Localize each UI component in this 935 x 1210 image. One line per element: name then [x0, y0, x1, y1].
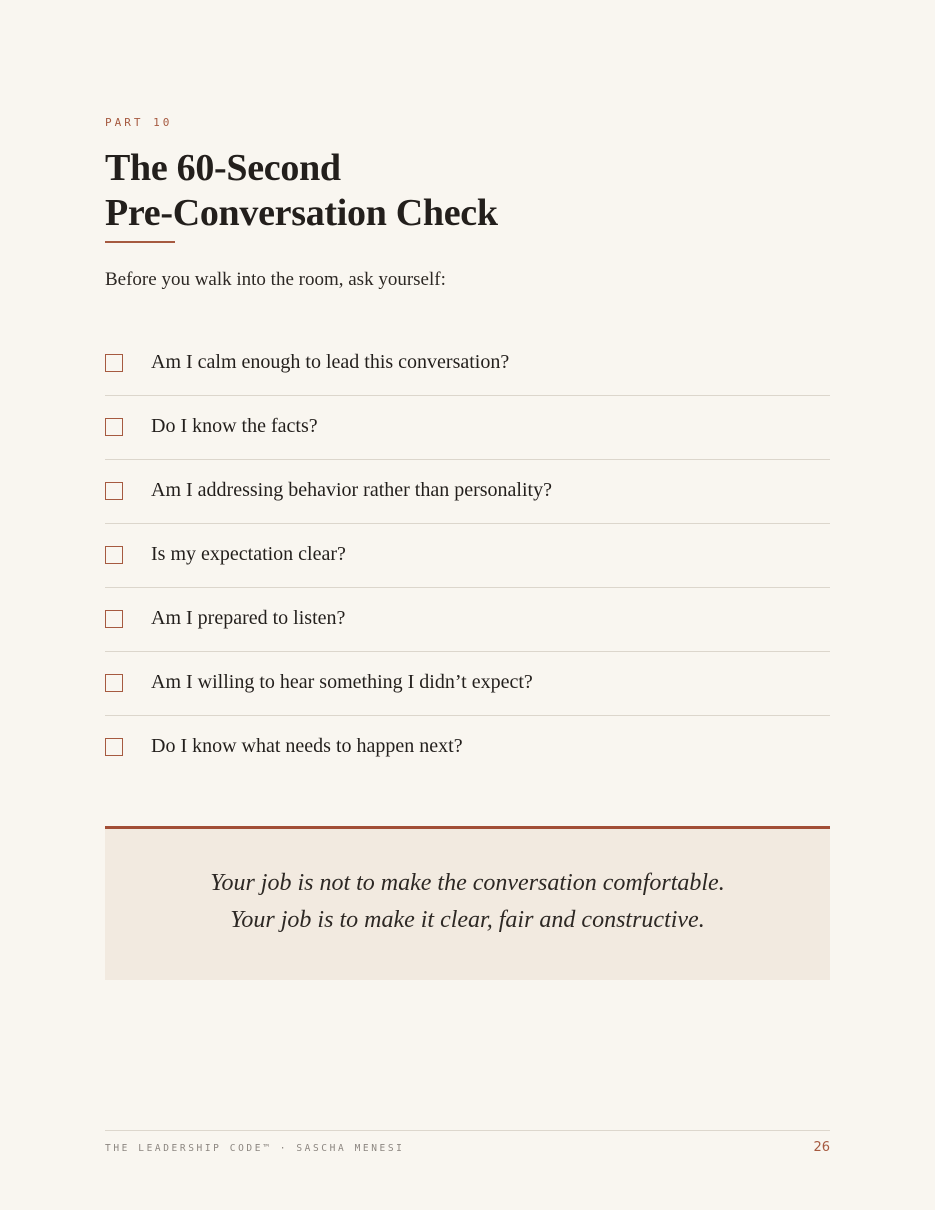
checklist-item-label: Is my expectation clear? [151, 543, 346, 565]
checklist-item [105, 716, 830, 780]
footer-divider [105, 1130, 830, 1131]
intro-text: Before you walk into the room, ask yourself: [105, 269, 446, 290]
quote-callout [105, 826, 830, 980]
checklist-item [105, 332, 830, 396]
checklist-item-label: Am I calm enough to lead this conversation? [151, 351, 510, 373]
checkbox[interactable] [105, 418, 123, 436]
checklist-item-label: Do I know what needs to happen next? [151, 735, 463, 757]
quote-line-2: Your job is to make it clear, fair and constructive. [230, 907, 705, 933]
section-eyebrow: PART 10 [105, 116, 173, 129]
page-title-line-1: The 60-Second [105, 147, 341, 189]
checklist [105, 332, 830, 780]
document-page [105, 0, 830, 1210]
checklist-item [105, 460, 830, 524]
checkbox[interactable] [105, 354, 123, 372]
checkbox[interactable] [105, 482, 123, 500]
checkbox[interactable] [105, 546, 123, 564]
checklist-item-label: Am I addressing behavior rather than personality? [151, 479, 552, 501]
checkbox[interactable] [105, 610, 123, 628]
checkbox[interactable] [105, 738, 123, 756]
checklist-item-label: Am I willing to hear something I didn’t expect? [151, 671, 533, 693]
checklist-item-label: Am I prepared to listen? [151, 607, 346, 629]
title-underline [105, 241, 175, 243]
page-title-line-2: Pre-Conversation Check [105, 192, 498, 234]
checklist-item [105, 652, 830, 716]
page-title [105, 146, 498, 236]
quote-text [105, 865, 830, 939]
checklist-item [105, 524, 830, 588]
checklist-item [105, 396, 830, 460]
page-number: 26 [813, 1140, 830, 1155]
checklist-item [105, 588, 830, 652]
footer-book-title: THE LEADERSHIP CODE™ · SASCHA MENESI [105, 1143, 405, 1154]
checkbox[interactable] [105, 674, 123, 692]
quote-line-1: Your job is not to make the conversation comfortable. [210, 870, 725, 896]
checklist-item-label: Do I know the facts? [151, 415, 318, 437]
